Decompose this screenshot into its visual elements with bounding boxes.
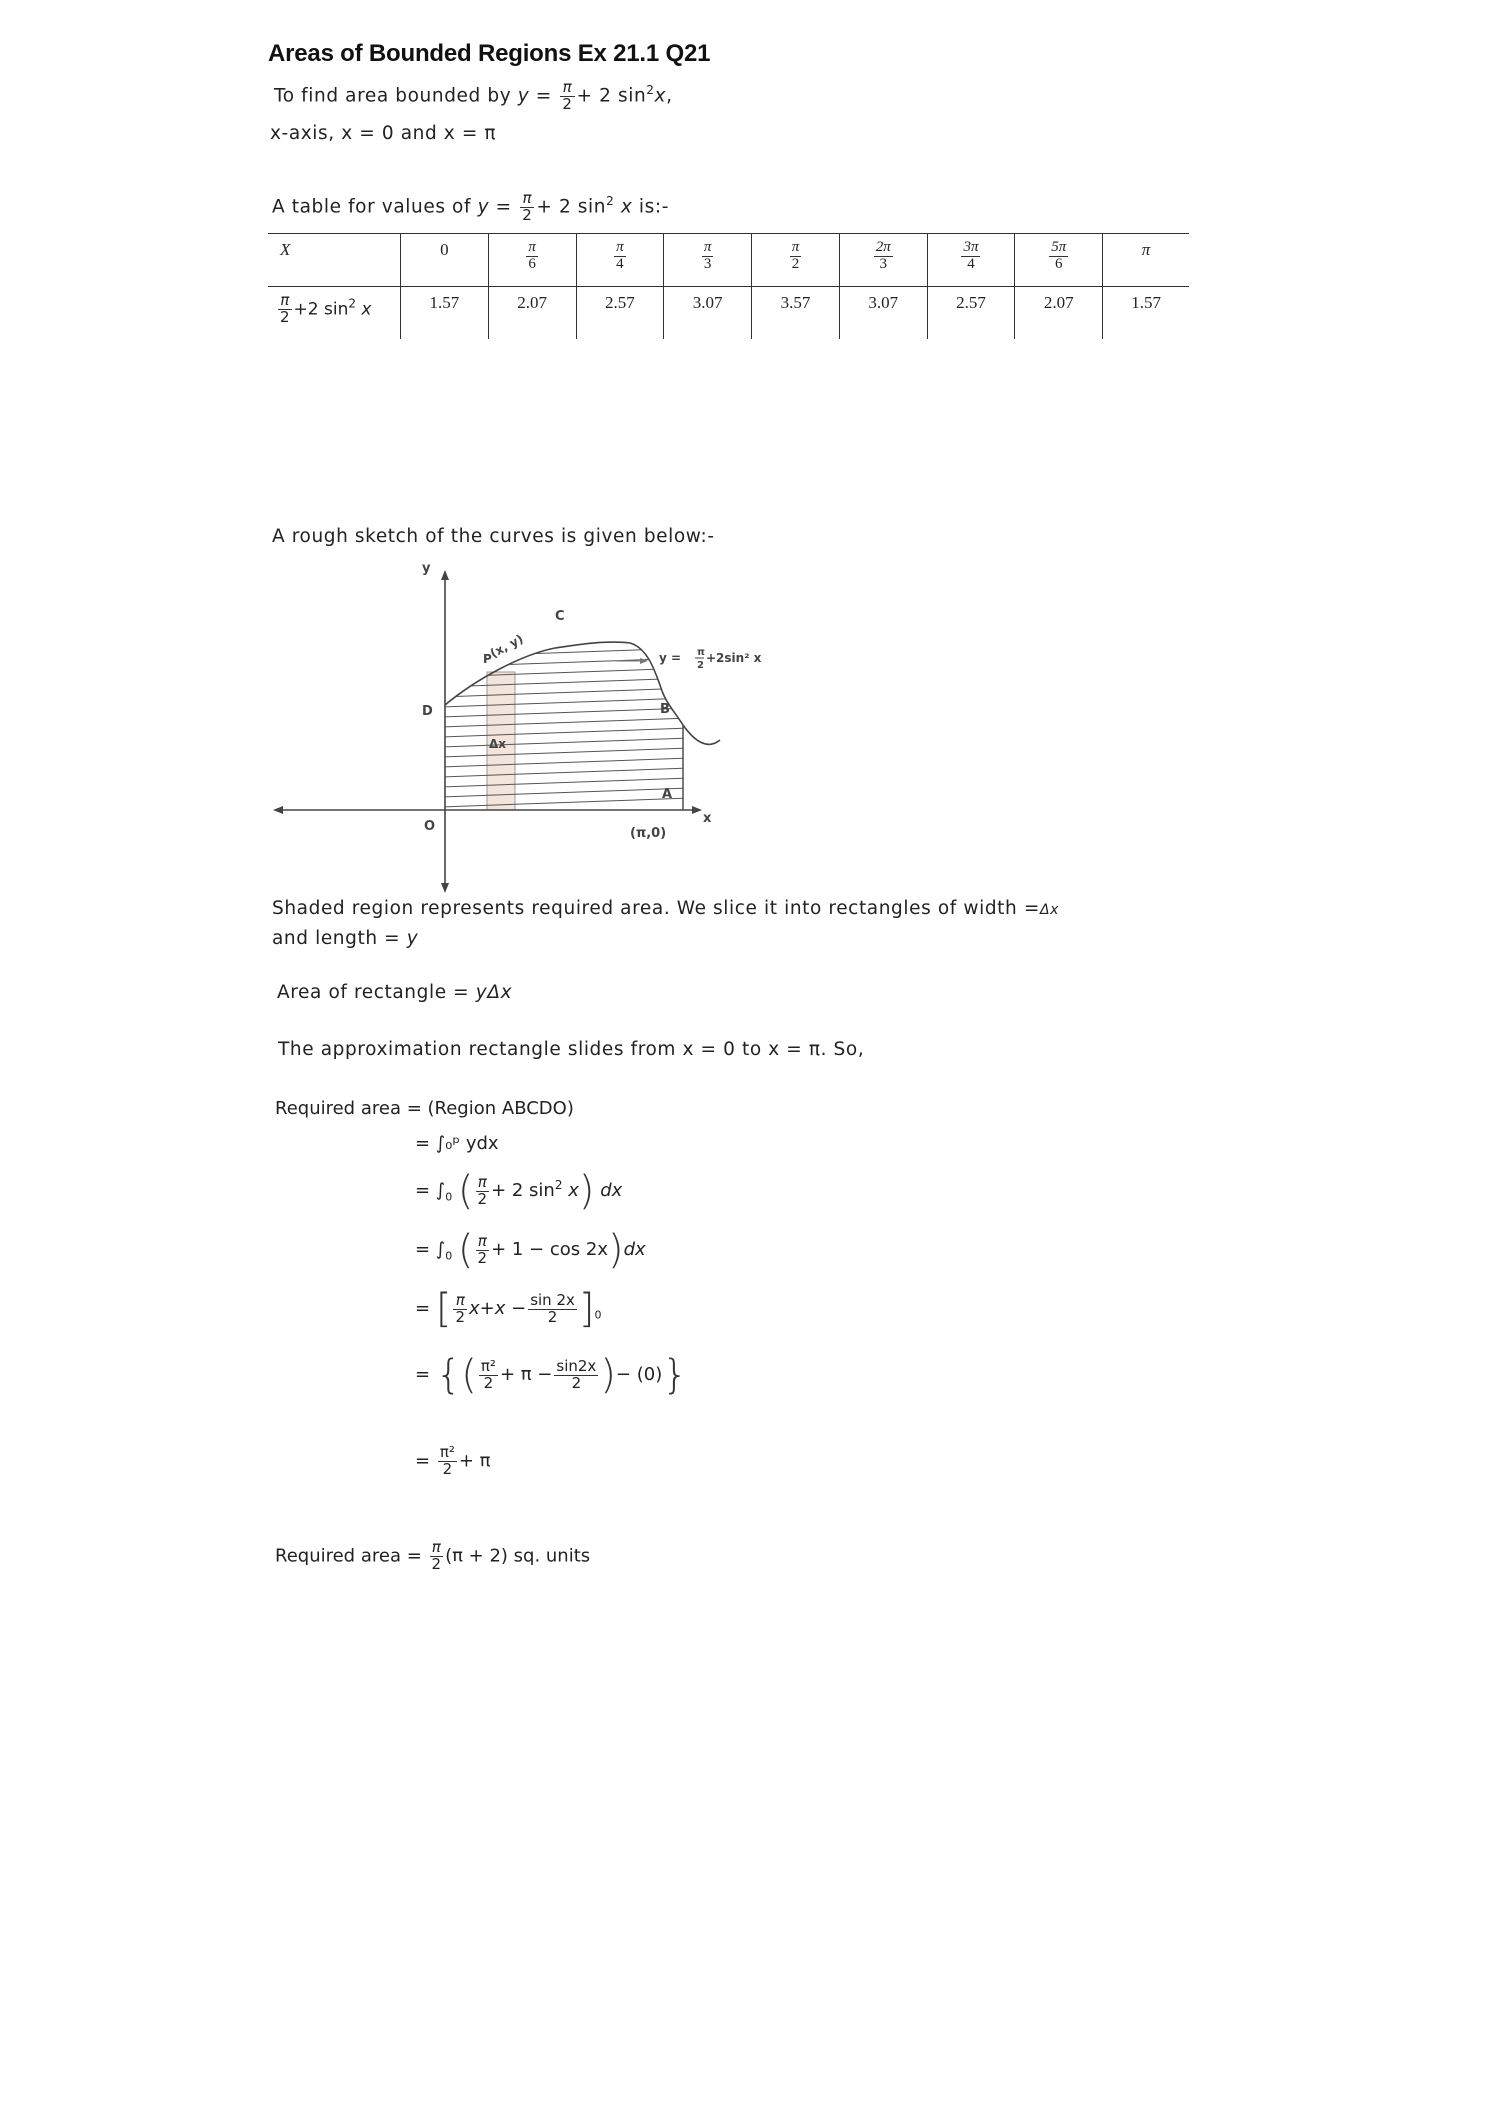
- page-title: Areas of Bounded Regions Ex 21.1 Q21: [268, 40, 711, 67]
- table-value-cell: 2.57: [927, 287, 1015, 340]
- table-header-cell: $\frac{3\pi}{4}$: [927, 234, 1015, 287]
- table-header-label: X: [268, 234, 401, 287]
- curve-label-rest: +2sin² x: [706, 651, 762, 665]
- required-area-label: Required area = (Region ABCDO): [275, 1098, 574, 1119]
- label-point-xy: (x, y): [487, 631, 526, 661]
- table-value-row: [268, 287, 1189, 340]
- step-1: = ∫₀ᵖ ydx: [415, 1133, 499, 1154]
- table-intro: A table for values of y = $\frac{\pi}{2}$ + 2 $\sin^2 x$ is:-: [272, 189, 669, 224]
- intro-line-1: To find area bounded by y = $\frac{\pi}{2}$ + 2 $\sin^2x$,: [274, 78, 673, 113]
- table-header-cell: $\frac{\pi}{3}$: [664, 234, 752, 287]
- table-header-cell: $\frac{2\pi}{3}$: [839, 234, 927, 287]
- table-row-label: $\frac{\pi}{2}$ +2 $\sin^2 x$: [280, 291, 372, 326]
- table-header-cell: $\frac{\pi}{4}$: [576, 234, 664, 287]
- table-value-cell: 2.07: [1015, 287, 1103, 340]
- table-header-cell: 0: [401, 234, 489, 287]
- table-value-cell: 1.57: [401, 287, 489, 340]
- label-D: D: [422, 704, 433, 719]
- label-origin: O: [424, 819, 436, 834]
- label-delta-x: Δx: [489, 737, 507, 751]
- step-2: = $\int_0$ ( $\frac{\pi}{2}$ + 2 $\sin^2 x$) dx: [415, 1168, 623, 1214]
- label-P: P: [483, 652, 492, 666]
- label-pi-zero: (π,0): [630, 826, 667, 841]
- table-header-cell: $\frac{\pi}{2}$: [752, 234, 840, 287]
- table-value-cell: 2.07: [488, 287, 576, 340]
- svg-text:π: π: [697, 647, 705, 658]
- table-header-cell: π: [1103, 234, 1189, 287]
- intro-line-2: x-axis, x = 0 and x = π: [270, 123, 497, 144]
- table-header-cell: $\frac{5\pi}{6}$: [1015, 234, 1103, 287]
- shaded-line-1: Shaded region represents required area. We slice it into rectangles of width =Δx: [272, 898, 1059, 919]
- final-answer: Required area = $\frac{\pi}{2}$ (π + 2) sq. units: [275, 1538, 591, 1573]
- values-table: [268, 233, 1189, 339]
- table-value-cell: 3.07: [839, 287, 927, 340]
- intro-sin: + 2 sin: [576, 85, 647, 107]
- hatching: [440, 638, 690, 807]
- table-value-cell: 3.57: [752, 287, 840, 340]
- step-3: = $\int_0$ ( $\frac{\pi}{2}$ + 1 − cos 2x)dx: [415, 1227, 646, 1273]
- intro-var-y: y: [517, 85, 530, 107]
- table-value-cell: 3.07: [664, 287, 752, 340]
- curve-label: y =: [659, 651, 682, 665]
- step-5: = {( $\frac{\text{π²}}{2}$ + π − $\frac{\sin 2x}{2}$ )− (0)}: [415, 1352, 688, 1398]
- step-4: = [ $\frac{\pi}{2}$ x+x − $\frac{\sin 2x}{2}$ ]$_0$: [415, 1286, 602, 1332]
- intro-prefix: To find area bounded by: [274, 85, 512, 107]
- slides-line: The approximation rectangle slides from x = 0 to x = π. So,: [278, 1039, 865, 1060]
- table-header-cell: $\frac{\pi}{6}$: [488, 234, 576, 287]
- sketch-intro: A rough sketch of the curves is given below:-: [272, 526, 715, 547]
- label-B: B: [660, 702, 670, 717]
- intro-fraction: $\frac{\pi}{2}$: [562, 78, 573, 113]
- step-6: = $\frac{\text{π²}}{2}$ + π: [415, 1443, 491, 1478]
- label-x-axis: x: [703, 811, 712, 826]
- area-rectangle: Area of rectangle = yΔx: [277, 982, 513, 1003]
- table-header-row: [268, 234, 1189, 287]
- table-value-cell: 2.57: [576, 287, 664, 340]
- table-value-cell: 1.57: [1103, 287, 1189, 340]
- intro-eq: =: [535, 85, 552, 107]
- label-C: C: [555, 609, 565, 624]
- svg-text:2: 2: [697, 660, 704, 671]
- shaded-line-2: and length = y: [272, 928, 419, 949]
- label-A: A: [662, 787, 673, 802]
- area-sketch: [270, 560, 790, 905]
- label-y-axis: y: [422, 561, 431, 576]
